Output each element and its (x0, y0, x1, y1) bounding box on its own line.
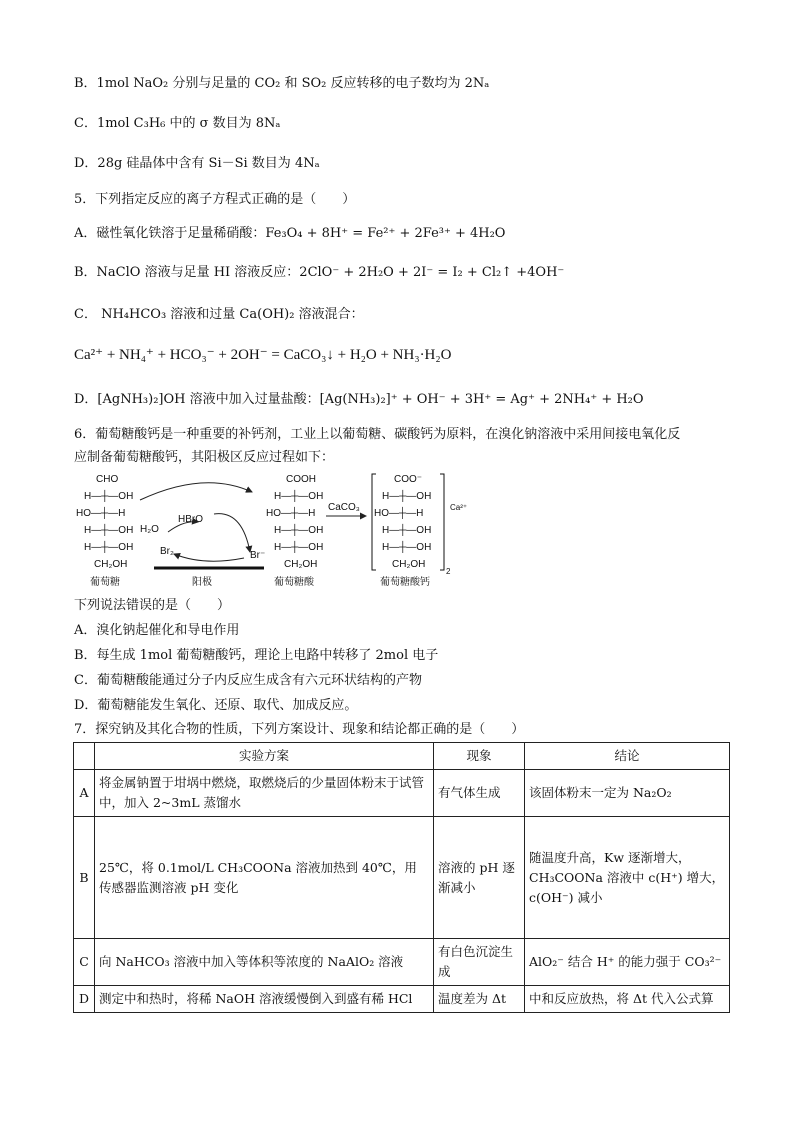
q5-option-a: A．磁性氧化铁溶于足量稀硝酸：Fe₃O₄ + 8H⁺ = Fe²⁺ + 2Fe³⁺ + 4H₂O (74, 226, 506, 241)
q4-option-b: B．1mol NaO₂ 分别与足量的 CO₂ 和 SO₂ 反应转移的电子数均为 2Nₐ (74, 76, 490, 91)
q4-option-d: D．28g 硅晶体中含有 Si－Si 数目为 4Nₐ (74, 156, 320, 171)
row-plan: 将金属钠置于坩埚中燃烧，取燃烧后的少量固体粉末于试管中，加入 2~3mL 蒸馏水 (95, 770, 434, 817)
calcium-row-3: H―┼―OH (382, 525, 432, 536)
h2o-label: H₂O (140, 524, 159, 535)
glucose-row-3: H―┼―OH (84, 525, 134, 536)
anode-reaction-diagram (74, 470, 494, 590)
row-phenomenon: 有白色沉淀生成 (434, 939, 525, 986)
gluconic-row-5: CH₂OH (284, 559, 318, 570)
gluconic-acid-structure (266, 474, 323, 588)
q5-option-c-line1: C． NH₄HCO₃ 溶液和过量 Ca(OH)₂ 溶液混合： (74, 307, 364, 322)
calcium-row-5: CH₂OH (392, 559, 426, 570)
glucose-row-2: HO―┼―H (76, 508, 126, 519)
row-plan: 向 NaHCO₃ 溶液中加入等体积等浓度的 NaAlO₂ 溶液 (95, 939, 434, 986)
row-phenomenon: 温度差为 Δt (434, 986, 525, 1013)
glucose-row-0: CHO (96, 474, 119, 485)
table-row (74, 986, 730, 1013)
glucose-row-1: H―┼―OH (84, 491, 134, 502)
glucose-label: 葡萄糖 (90, 577, 120, 588)
calcium-row-2: HO―┼―H (374, 508, 424, 519)
br2-label: Br₂ (160, 546, 174, 557)
header-conclusion: 结论 (525, 743, 730, 770)
calcium-gluconate-structure (372, 474, 467, 588)
q6-option-c: C．葡萄糖酸能通过分子内反应生成含有六元环状结构的产物 (74, 673, 422, 688)
row-plan: 25℃，将 0.1mol/L CH₃COONa 溶液加热到 40℃，用传感器监测溶液 pH 变化 (95, 817, 434, 939)
calcium-row-0: COO⁻ (394, 474, 423, 485)
calcium-row-1: H―┼―OH (382, 491, 432, 502)
calcium-label: 葡萄糖酸钙 (380, 577, 430, 588)
q6-stem-line1: 6．葡萄糖酸钙是一种重要的补钙剂，工业上以葡萄糖、碳酸钙为原料，在溴化钠溶液中采用间接电氧化反 (74, 427, 681, 442)
calcium-row-4: H―┼―OH (382, 542, 432, 553)
glucose-structure (76, 474, 133, 588)
header-plan: 实验方案 (95, 743, 434, 770)
table-row (74, 939, 730, 986)
gluconic-row-4: H―┼―OH (274, 542, 324, 553)
subscript-2: 2 (446, 567, 451, 576)
q5-option-b: B．NaClO 溶液与足量 HI 溶液反应：2ClO⁻ + 2H₂O + 2I⁻ = I₂ + Cl₂↑ +4OH⁻ (74, 265, 565, 280)
oxidation-arrow (140, 483, 252, 500)
br-minus-label: Br⁻ (250, 550, 266, 561)
row-conclusion: AlO₂⁻ 结合 H⁺ 的能力强于 CO₃²⁻ (525, 939, 730, 986)
experiment-table (73, 742, 730, 1013)
gluconic-label: 葡萄糖酸 (274, 577, 314, 588)
gluconic-row-0: COOH (286, 474, 316, 485)
q6-stem-line2: 应制备葡萄糖酸钙，其阳极区反应过程如下： (74, 450, 335, 465)
q7-stem: 7．探究钠及其化合物的性质，下列方案设计、现象和结论都正确的是（ ） (74, 722, 525, 737)
table-row (74, 817, 730, 939)
q4-option-c: C．1mol C₃H₆ 中的 σ 数目为 8Nₐ (74, 116, 281, 131)
row-phenomenon: 溶液的 pH 逐渐减小 (434, 817, 525, 939)
row-id: D (74, 986, 95, 1013)
row-id: A (74, 770, 95, 817)
anode-label: 阳极 (192, 577, 212, 588)
q5-option-c-equation: Ca²⁺ + NH₄⁺ + HCO₃⁻ + 2OH⁻ = CaCO₃↓ + H₂O + NH₃·H₂O (74, 347, 452, 363)
q6-ask: 下列说法错误的是（ ） (74, 598, 231, 613)
hbro-label: HBrO (178, 514, 203, 525)
row-conclusion: 该固体粉末一定为 Na₂O₂ (525, 770, 730, 817)
q5-stem: 5．下列指定反应的离子方程式正确的是（ ） (74, 192, 356, 207)
q6-option-d: D．葡萄糖能发生氧化、还原、取代、加成反应。 (74, 698, 358, 713)
gluconic-row-2: HO―┼―H (266, 508, 316, 519)
ca-ion-label: Ca²⁺ (450, 503, 468, 512)
header-phenomenon: 现象 (434, 743, 525, 770)
glucose-row-5: CH₂OH (94, 559, 128, 570)
row-conclusion: 中和反应放热，将 Δt 代入公式算 (525, 986, 730, 1013)
table-row (74, 770, 730, 817)
q6-option-b: B．每生成 1mol 葡萄糖酸钙，理论上电路中转移了 2mol 电子 (74, 648, 439, 663)
glucose-row-4: H―┼―OH (84, 542, 134, 553)
row-id: C (74, 939, 95, 986)
gluconic-row-3: H―┼―OH (274, 525, 324, 536)
gluconic-row-1: H―┼―OH (274, 491, 324, 502)
row-phenomenon: 有气体生成 (434, 770, 525, 817)
anode-mechanism (140, 483, 265, 588)
q5-option-d: D．[AgNH₃)₂]OH 溶液中加入过量盐酸：[Ag(NH₃)₂]⁺ + OH⁻ + 3H⁺ = Ag⁺ + 2NH₄⁺ + H₂O (74, 392, 644, 407)
caco3-label: CaCO₃ (328, 502, 360, 513)
table-header-row (74, 743, 730, 770)
q6-option-a: A．溴化钠起催化和导电作用 (74, 623, 240, 638)
row-plan: 测定中和热时，将稀 NaOH 溶液缓慢倒入到盛有稀 HCl (95, 986, 434, 1013)
row-id: B (74, 817, 95, 939)
regeneration-arrow (174, 554, 244, 561)
row-conclusion: 随温度升高，Kw 逐渐增大，CH₃COONa 溶液中 c(H⁺) 增大，c(OH⁻) 减小 (525, 817, 730, 939)
